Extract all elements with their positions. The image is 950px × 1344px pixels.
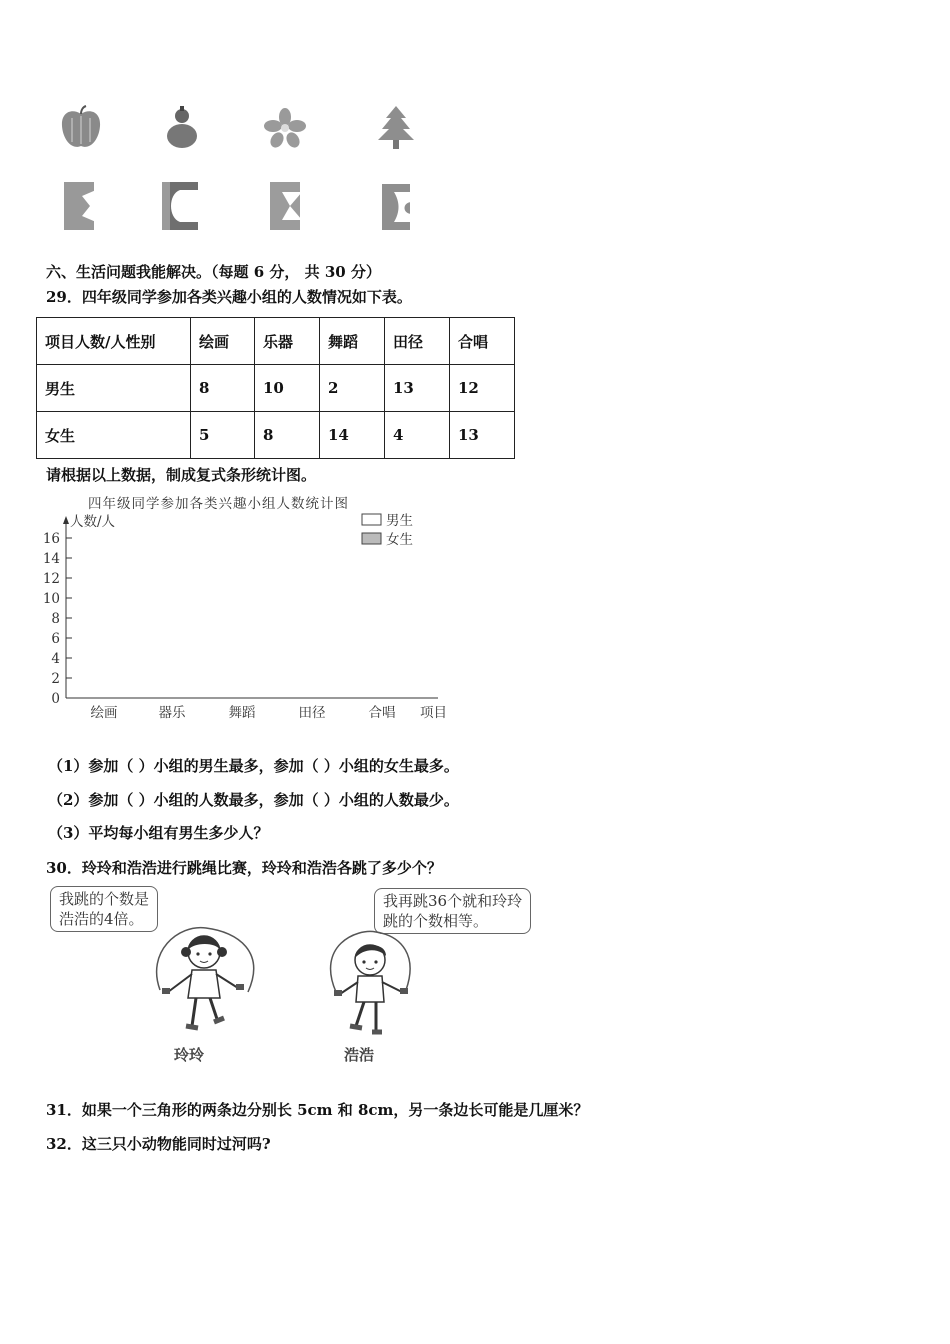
chart-area [36,508,456,728]
y-tick-label: 2 [51,671,60,687]
boy-jumping-rope-icon [316,926,426,1042]
table-cell: 13 [385,365,450,412]
y-tick-label: 6 [51,631,60,647]
table-cell: 10 [255,365,320,412]
name-haohao: 浩浩 [344,1046,375,1064]
bubble-line: 我跳的个数是 [59,890,150,908]
question-29-sub-1: （1）参加（ ）小组的男生最多，参加（ ）小组的女生最多。 [48,757,459,775]
y-tick-label: 12 [42,571,60,587]
y-axis-label: 人数/人 [70,514,116,530]
table-row [37,365,515,412]
legend-label: 女生 [386,532,413,548]
y-tick-label: 16 [42,531,60,547]
x-axis-label: 项目 [420,705,447,721]
y-tick-label: 10 [42,591,60,607]
table-header-cell: 田径 [385,318,450,365]
table-header-cell: 绘画 [191,318,255,365]
bubble-line: 浩浩的4倍。 [59,910,144,928]
x-tick-label: 器乐 [158,705,186,721]
section-heading: 六、生活问题我能解决。（每题 6 分， 共 30 分） [46,263,381,281]
flower-shape-icon [264,108,306,148]
y-axis-arrow [63,516,69,524]
question-29-sub-3: （3）平均每小组有男生多少人？ [48,824,269,842]
block-e-shape-4-icon [380,182,412,232]
chart-instruction: 请根据以上数据，制成复式条形统计图。 [46,466,317,484]
y-tick-label: 0 [51,691,60,707]
table-cell: 8 [255,412,320,459]
table-header-cell: 乐器 [255,318,320,365]
bubble-line: 跳的个数相等。 [383,912,489,930]
apple-shape-icon [58,104,104,152]
tree-shape-icon [376,104,416,150]
table-header-row [37,318,515,365]
table-cell: 12 [450,365,515,412]
question-32-text: 32．这三只小动物能同时过河吗? [46,1135,271,1153]
interest-group-table [36,317,515,459]
gourd-shape-icon [164,104,200,150]
table-cell: 8 [191,365,255,412]
bubble-line: 我再跳36个就和玲玲 [383,892,523,910]
table-cell: 13 [450,412,515,459]
x-tick-label: 合唱 [368,705,396,721]
x-tick-label: 田径 [298,705,326,721]
table-header-cell: 项目人数/人性别 [37,318,191,365]
table-cell: 5 [191,412,255,459]
question-29-text: 29．四年级同学参加各类兴趣小组的人数情况如下表。 [46,288,412,306]
table-row [37,412,515,459]
chart-title: 四年级同学参加各类兴趣小组人数统计图 [88,496,349,512]
legend-swatch [362,514,381,525]
table-cell: 女生 [37,412,191,459]
legend-label: 男生 [386,513,413,529]
question-30-text: 30．玲玲和浩浩进行跳绳比赛，玲玲和浩浩各跳了多少个？ [46,859,442,877]
block-e-shape-1-icon [62,180,96,232]
question-31-text: 31．如果一个三角形的两条边分别长 5cm 和 8cm，另一条边长可能是几厘米？ [46,1101,589,1119]
table-cell: 4 [385,412,450,459]
table-cell: 2 [320,365,385,412]
question-29-sub-2: （2）参加（ ）小组的人数最多，参加（ ）小组的人数最少。 [48,791,459,809]
y-tick-label: 4 [51,651,60,667]
table-cell: 14 [320,412,385,459]
x-tick-label: 绘画 [90,705,118,721]
table-cell: 男生 [37,365,191,412]
y-tick-label: 8 [51,611,60,627]
table-header-cell: 舞蹈 [320,318,385,365]
block-e-shape-3-icon [268,180,302,232]
table-header-cell: 合唱 [450,318,515,365]
x-tick-label: 舞蹈 [228,705,256,721]
legend-swatch [362,533,381,544]
girl-jumping-rope-icon [148,922,264,1040]
speech-bubble-lingling [50,886,158,932]
y-tick-label: 14 [42,551,60,567]
block-e-shape-2-icon [160,180,200,232]
name-lingling: 玲玲 [174,1046,205,1064]
